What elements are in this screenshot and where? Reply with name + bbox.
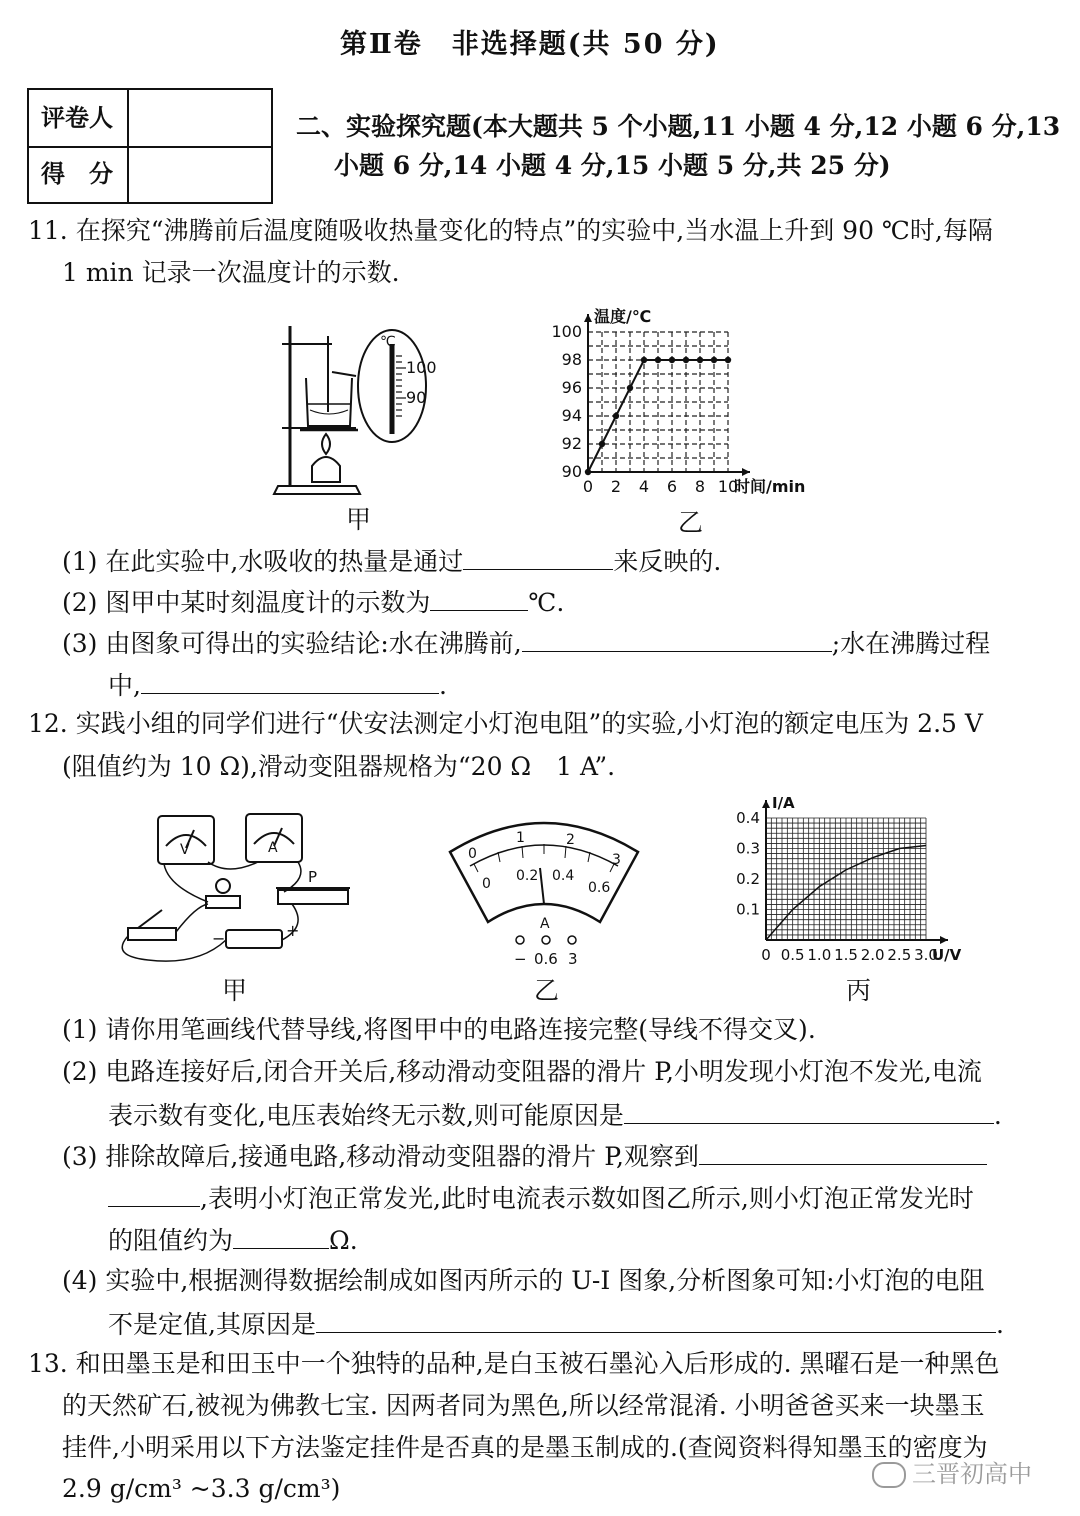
q11-fig-yi-label: 乙 <box>678 508 704 537</box>
y-tick-label: 100 <box>551 322 582 341</box>
data-point <box>697 357 703 363</box>
data-point <box>599 441 605 447</box>
slider-p-label: P <box>308 868 318 886</box>
data-point <box>711 357 717 363</box>
q12-part1: (1) 请你用笔画线代替导线,将图甲中的电路连接完整(导线不得交叉). <box>62 1015 816 1044</box>
q12-part3-text: (3) 排除故障后,接通电路,移动滑动变阻器的滑片 P,观察到 <box>62 1142 699 1171</box>
y-axis-label: I/A <box>772 794 795 812</box>
watermark-text: 三晋初高中 <box>912 1460 1032 1488</box>
dial-bottom-04: 0.4 <box>552 868 575 884</box>
grader-label: 评卷人 <box>29 90 129 146</box>
q12-part3-blank1[interactable] <box>699 1138 987 1165</box>
q11-part1-text: (1) 在此实验中,水吸收的热量是通过 <box>62 547 464 576</box>
data-point <box>669 357 675 363</box>
score-label: 得 分 <box>29 146 129 202</box>
q11-part3-text: (3) 由图象可得出的实验结论:水在沸腾前, <box>62 629 522 658</box>
q13-line2: 的天然矿石,被视为佛教七宝. 因两者同为黑色,所以经常混淆. 小明爸爸买来一块墨玉 <box>62 1391 985 1420</box>
section-header-line2: 小题 6 分,14 小题 4 分,15 小题 5 分,共 25 分) <box>334 151 891 180</box>
q12-part3-line1 <box>62 1138 987 1174</box>
q12-fig-yi-label: 乙 <box>534 976 560 1005</box>
switch <box>128 928 176 940</box>
flame <box>322 434 330 454</box>
x-tick-label: 4 <box>638 477 650 496</box>
q11-part1-tail: 来反映的. <box>613 547 722 576</box>
x-tick-label: 2.5 <box>887 946 912 964</box>
current-voltage-chart <box>730 792 986 972</box>
x-axis-label: U/V <box>932 946 962 964</box>
q13-line1: 13. 和田墨玉是和田玉中一个独特的品种,是白玉被石墨沁入后形成的. 黑曜石是一种黑色 <box>28 1349 1000 1378</box>
y-tick-label: 92 <box>561 434 582 453</box>
x-tick-label: 2 <box>610 477 622 496</box>
q11-part1-blank[interactable] <box>463 543 613 570</box>
x-tick-label: 6 <box>666 477 678 496</box>
x-tick-label: 0 <box>582 477 594 496</box>
bulb-base <box>206 896 240 908</box>
y-tick-label: 0.2 <box>736 870 760 888</box>
battery-minus: − <box>212 929 226 948</box>
q12-part2-line1: (2) 电路连接好后,闭合开关后,移动滑动变阻器的滑片 P,小明发现小灯泡不发光,电流 <box>62 1057 982 1086</box>
x-tick-label: 8 <box>694 477 706 496</box>
q11-part2-tail: ℃. <box>528 588 565 617</box>
temperature-time-chart <box>548 294 848 502</box>
terminal-06: 0.6 <box>534 950 558 968</box>
y-tick-label: 94 <box>561 406 582 425</box>
q11-part3-blank1[interactable] <box>522 625 832 652</box>
data-point <box>683 357 689 363</box>
q12-part4-line1: (4) 实验中,根据测得数据绘制成如图丙所示的 U-I 图象,分析图象可知:小灯泡的电阻 <box>62 1266 985 1295</box>
q11-stem-line1: 11. 在探究“沸腾前后温度随吸收热量变化的特点”的实验中,当水温上升到 90 ℃时,每隔 <box>28 216 993 245</box>
q12-part3-mid: ,表明小灯泡正常发光,此时电流表示数如图乙所示,则小灯泡正常发光时 <box>200 1184 974 1213</box>
score-row-score <box>29 146 271 202</box>
x-tick-label: 2.0 <box>860 946 885 964</box>
q12-part3-cont: 的阻值约为 <box>108 1226 234 1255</box>
dial-top-0: 0 <box>468 846 477 862</box>
data-point <box>613 413 619 419</box>
q11-part3-cont <box>108 667 447 703</box>
q12-part2-line2 <box>108 1097 1002 1133</box>
q11-part2-text: (2) 图甲中某时刻温度计的示数为 <box>62 588 431 617</box>
y-tick-label: 0.4 <box>736 809 760 827</box>
q12-part4-text: 不是定值,其原因是 <box>108 1310 316 1339</box>
q11-part3-cont-text: 中, <box>108 671 141 700</box>
x-tick-label: 10 <box>717 477 739 496</box>
q12-part3-unit: Ω. <box>329 1226 358 1255</box>
y-tick-label: 0.3 <box>736 839 760 858</box>
q11-part2-blank[interactable] <box>430 584 528 611</box>
wire-1 <box>164 864 208 902</box>
y-tick-label: 0.1 <box>736 900 760 919</box>
dial-bottom-02: 0.2 <box>516 868 539 884</box>
ammeter-label: A <box>268 840 278 856</box>
thermo-mark-100: 100 <box>406 358 437 377</box>
data-point <box>641 357 647 363</box>
q12-part4-end: . <box>995 1310 1004 1339</box>
x-tick-label: 1.0 <box>807 946 832 964</box>
x-tick-label: 0.5 <box>780 946 805 964</box>
y-tick-label: 90 <box>561 462 582 481</box>
terminal-3: 3 <box>568 950 578 968</box>
data-point <box>585 469 591 475</box>
q12-stem-line1: 12. 实践小组的同学们进行“伏安法测定小灯泡电阻”的实验,小灯泡的额定电压为 2.5 V <box>28 709 983 738</box>
voltmeter-label: V <box>180 842 190 858</box>
dial-bottom-06: 0.6 <box>588 880 611 896</box>
score-box <box>27 88 273 204</box>
battery-plus: + <box>286 921 300 940</box>
q11-apparatus-figure <box>260 316 437 508</box>
q11-part2 <box>62 584 564 620</box>
q11-part3-blank2[interactable] <box>141 667 439 694</box>
watermark <box>872 1454 1032 1489</box>
thermo-unit: ℃ <box>380 334 396 350</box>
y-axis-arrow <box>762 800 770 808</box>
page-title: 第Ⅱ卷 非选择题(共 50 分) <box>340 29 720 60</box>
dial-bottom-0: 0 <box>482 876 491 892</box>
q12-part3-line2 <box>108 1180 974 1216</box>
q12-part3-blank2[interactable] <box>233 1222 329 1249</box>
q12-part4-line2 <box>108 1306 1004 1342</box>
terminal-minus: − <box>514 950 527 968</box>
q12-fig-jia-label: 甲 <box>222 976 248 1005</box>
x-axis-arrow <box>940 936 948 944</box>
wire-2 <box>208 862 258 869</box>
x-tick-label: 0 <box>761 946 771 964</box>
dial-top-3: 3 <box>612 852 621 868</box>
dial-top-2: 2 <box>566 832 575 848</box>
data-point <box>627 385 633 391</box>
q12-part2-end: . <box>993 1101 1002 1130</box>
data-point <box>725 357 731 363</box>
stand-base <box>274 486 360 494</box>
y-axis-arrow <box>584 314 592 322</box>
x-axis-label: 时间/min <box>734 477 806 496</box>
q12-circuit-figure <box>108 806 356 968</box>
q11-part3-end: . <box>438 671 447 700</box>
dial-top-1: 1 <box>516 830 525 846</box>
ammeter-dial-figure <box>440 812 648 974</box>
section-header-line1: 二、实验探究题(本大题共 5 个小题,11 小题 4 分,12 小题 6 分,13 <box>296 112 1061 141</box>
dial-face <box>450 823 638 922</box>
data-point <box>655 357 661 363</box>
x-tick-label: 1.5 <box>834 946 858 964</box>
q12-part4-blank[interactable] <box>316 1306 996 1333</box>
wechat-icon <box>872 1462 906 1488</box>
q11-stem-line2: 1 min 记录一次温度计的示数. <box>62 258 400 287</box>
bulb-icon <box>216 879 230 893</box>
battery <box>226 930 282 948</box>
alcohol-lamp <box>312 457 340 482</box>
q11-fig-jia-label: 甲 <box>346 505 372 534</box>
score-row-grader <box>29 90 271 148</box>
wire-5 <box>176 904 208 932</box>
x-axis-arrow <box>742 468 750 476</box>
q13-line4: 2.9 g/cm³ ~3.3 g/cm³) <box>62 1474 341 1503</box>
q12-stem-line2: (阻值约为 10 Ω),滑动变阻器规格为“20 Ω 1 A”. <box>62 752 616 781</box>
dial-unit: A <box>540 916 550 932</box>
q12-part2-blank[interactable] <box>624 1097 994 1124</box>
q11-part3-mid: ;水在沸腾过程 <box>831 629 991 658</box>
x-tick-label: 3.0 <box>914 946 938 964</box>
y-tick-label: 96 <box>561 378 582 397</box>
q12-part3-blank1-cont[interactable] <box>108 1180 200 1207</box>
q12-fig-bing-label: 丙 <box>846 976 872 1005</box>
y-tick-label: 98 <box>561 350 582 369</box>
y-axis-label: 温度/℃ <box>594 307 652 326</box>
thermo-mark-90: 90 <box>406 388 427 407</box>
rheostat <box>278 890 348 904</box>
q11-part1 <box>62 543 721 579</box>
q12-part3-line3 <box>108 1222 358 1258</box>
q12-part2-text: 表示数有变化,电压表始终无示数,则可能原因是 <box>108 1101 624 1130</box>
q11-part3 <box>62 625 990 661</box>
q13-line3: 挂件,小明采用以下方法鉴定挂件是否真的是墨玉制成的.(查阅资料得知墨玉的密度为 <box>62 1433 988 1462</box>
